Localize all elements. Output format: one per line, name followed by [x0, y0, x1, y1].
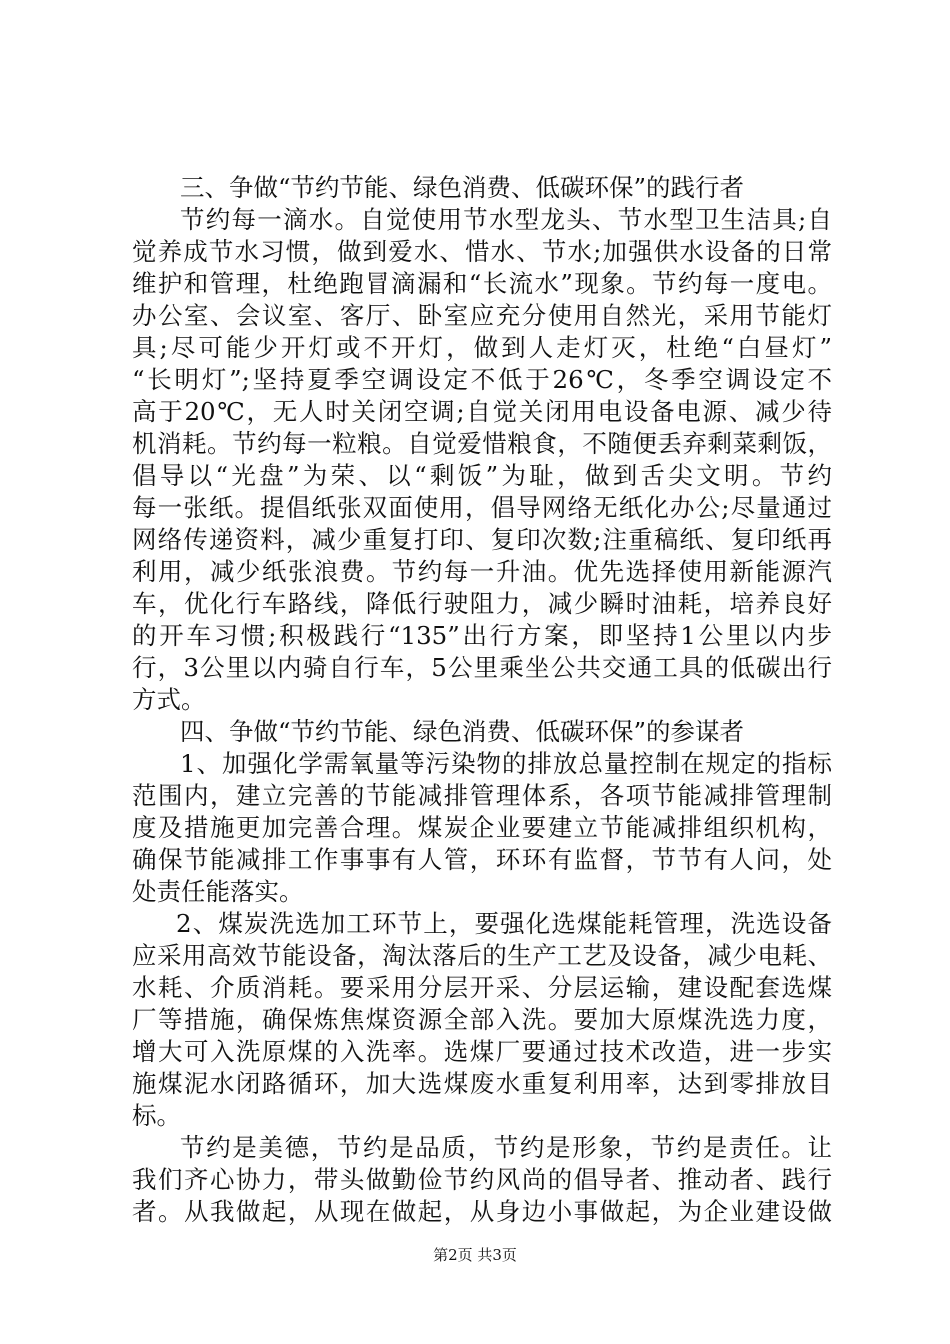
- paragraph-line: 具;尽可能少开灯或不开灯，做到人走灯灭，杜绝“白昼灯”: [132, 333, 832, 362]
- section-heading: 三、争做“节约节能、绿色消费、低碳环保”的践行者: [180, 173, 745, 202]
- paragraph-line: 节约是美德，节约是品质，节约是形象，节约是责任。让: [180, 1133, 832, 1162]
- paragraph-line: 车，优化行车路线，降低行驶阻力，减少瞬时油耗，培养良好: [132, 589, 832, 618]
- paragraph-line: 网络传递资料，减少重复打印、复印次数;注重稿纸、复印纸再: [132, 525, 832, 554]
- paragraph-line: 水耗、介质消耗。要采用分层开采、分层运输，建设配套选煤: [132, 973, 832, 1002]
- paragraph-line: 确保节能减排工作事事有人管，环环有监督，节节有人问，处: [132, 845, 832, 874]
- paragraph-line: 倡导以“光盘”为荣、以“剩饭”为耻，做到舌尖文明。节约: [132, 461, 832, 490]
- paragraph-line: 方式。: [132, 685, 206, 714]
- paragraph-line: 厂等措施，确保炼焦煤资源全部入洗。要加大原煤洗选力度，: [132, 1005, 832, 1034]
- paragraph-line: 高于20℃，无人时关闭空调;自觉关闭用电设备电源、减少待: [132, 397, 832, 426]
- paragraph-line: 标。: [132, 1101, 181, 1130]
- paragraph-line: 维护和管理，杜绝跑冒滴漏和“长流水”现象。节约每一度电。: [132, 269, 832, 298]
- section-heading: 四、争做“节约节能、绿色消费、低碳环保”的参谋者: [180, 717, 745, 746]
- paragraph-line: 节约每一滴水。自觉使用节水型龙头、节水型卫生洁具;自: [180, 205, 832, 234]
- paragraph-line: 者。从我做起，从现在做起，从身边小事做起，为企业建设做: [132, 1197, 832, 1226]
- paragraph-line: 利用，减少纸张浪费。节约每一升油。优先选择使用新能源汽: [132, 557, 832, 586]
- paragraph-line: 行，3公里以内骑自行车，5公里乘坐公共交通工具的低碳出行: [132, 653, 832, 682]
- paragraph-line: “长明灯”;坚持夏季空调设定不低于26℃，冬季空调设定不: [132, 365, 832, 394]
- paragraph-line: 施煤泥水闭路循环，加大选煤废水重复利用率，达到零排放目: [132, 1069, 832, 1098]
- paragraph-line: 的开车习惯;积极践行“135”出行方案，即坚持1公里以内步: [132, 621, 832, 650]
- paragraph-line: 每一张纸。提倡纸张双面使用，倡导网络无纸化办公;尽量通过: [132, 493, 832, 522]
- paragraph-line: 2、煤炭洗选加工环节上，要强化选煤能耗管理，洗选设备: [176, 909, 832, 938]
- paragraph-line: 度及措施更加完善合理。煤炭企业要建立节能减排组织机构，: [132, 813, 832, 842]
- paragraph-line: 我们齐心协力，带头做勤俭节约风尚的倡导者、推动者、践行: [132, 1165, 832, 1194]
- paragraph-line: 处责任能落实。: [132, 877, 304, 906]
- paragraph-line: 增大可入洗原煤的入洗率。选煤厂要通过技术改造，进一步实: [132, 1037, 832, 1066]
- paragraph-line: 1、加强化学需氧量等污染物的排放总量控制在规定的指标: [180, 749, 832, 778]
- paragraph-line: 办公室、会议室、客厅、卧室应充分使用自然光，采用节能灯: [132, 301, 832, 330]
- paragraph-line: 机消耗。节约每一粒粮。自觉爱惜粮食，不随便丢弃剩菜剩饭，: [132, 429, 832, 458]
- paragraph-line: 范围内，建立完善的节能减排管理体系，各项节能减排管理制: [132, 781, 832, 810]
- paragraph-line: 应采用高效节能设备，淘汰落后的生产工艺及设备，减少电耗、: [132, 941, 832, 970]
- paragraph-line: 觉养成节水习惯，做到爱水、惜水、节水;加强供水设备的日常: [132, 237, 832, 266]
- page-footer: 第2页 共3页: [433, 1246, 517, 1264]
